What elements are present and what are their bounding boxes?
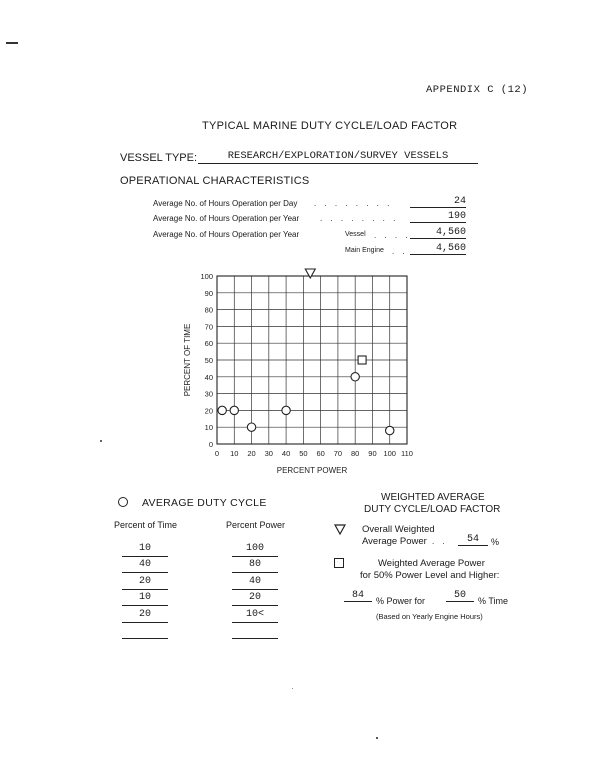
x-tick-label: 50 <box>299 449 308 458</box>
duty-cycle-chart <box>170 268 430 483</box>
percent-power-value: 100 <box>245 543 264 554</box>
weighted-heading-2: DUTY CYCLE/LOAD FACTOR <box>364 504 501 515</box>
time-value: 50 <box>446 590 474 602</box>
basis-note: (Based on Yearly Engine Hours) <box>376 612 483 621</box>
vessel-type-value: RESEARCH/EXPLORATION/SURVEY VESSELS <box>198 150 478 164</box>
duty-cycle-point <box>230 406 238 414</box>
op-row2-dots: . . . . . . . . <box>320 214 399 223</box>
appendix-label: APPENDIX C (12) <box>426 84 529 96</box>
op-row4-sub: Main Engine <box>345 247 384 254</box>
percent-power-value: 40 <box>248 575 261 587</box>
op-row3-sub: Vessel <box>345 231 366 238</box>
op-row1-dots: . . . . . . . . <box>314 199 393 208</box>
col1-header: Percent of Time <box>114 520 178 530</box>
op-row1-label: Average No. of Hours Operation per Day <box>153 199 298 208</box>
percent-time-value-underline <box>122 556 168 557</box>
y-axis-label: PERCENT OF TIME <box>183 323 192 397</box>
percent-time-value: 20 <box>138 575 151 587</box>
page-title: TYPICAL MARINE DUTY CYCLE/LOAD FACTOR <box>202 120 458 132</box>
percent-power-value-underline <box>232 622 278 623</box>
duty-cycle-point <box>218 406 226 414</box>
y-tick-label: 80 <box>204 305 213 315</box>
square-line-1: Weighted Average Power <box>378 558 485 569</box>
op-row3-dots: . . . . <box>374 231 411 240</box>
x-tick-label: 80 <box>351 449 360 458</box>
percent-power-value-blank-line <box>232 638 278 639</box>
op-row2-value: 190 <box>410 211 466 223</box>
y-tick-label: 30 <box>204 389 213 399</box>
percent-time-value-blank-line <box>122 638 168 639</box>
y-tick-label: 0 <box>208 440 213 449</box>
percent-time-value-underline <box>122 605 168 606</box>
weighted-square-icon <box>334 558 344 568</box>
percent-time-value-underline <box>122 622 168 623</box>
scan-speck <box>100 440 102 442</box>
overall-triangle-icon <box>334 524 346 535</box>
duty-cycle-point <box>351 373 359 381</box>
y-tick-label: 40 <box>204 372 213 382</box>
avg-duty-label: AVERAGE DUTY CYCLE <box>142 497 267 509</box>
percent-power-value-underline <box>232 605 278 606</box>
col2-header: Percent Power <box>226 520 286 530</box>
percent-time-value: 20 <box>138 608 151 620</box>
y-tick-label: 100 <box>200 272 213 281</box>
x-tick-label: 90 <box>368 449 377 458</box>
op-row3-label: Average No. of Hours Operation per Year <box>153 230 300 239</box>
scan-speck <box>292 688 293 689</box>
x-tick-label: 0 <box>214 449 220 458</box>
scan-speck <box>376 737 378 739</box>
overall-line-1: Overall Weighted <box>362 524 435 535</box>
x-tick-label: 20 <box>247 449 256 458</box>
x-tick-label: 10 <box>230 449 239 458</box>
overall-weighted-marker <box>305 269 315 278</box>
vessel-type-label: VESSEL TYPE: <box>120 152 198 164</box>
percent-power-value: 20 <box>248 592 261 604</box>
time-text: % Time <box>478 596 509 606</box>
percent-time-value-underline <box>122 572 168 573</box>
op-row2-label: Average No. of Hours Operation per Year <box>153 214 300 223</box>
percent-time-value: 10 <box>138 543 151 554</box>
x-axis-label: PERCENT POWER <box>276 466 348 475</box>
x-tick-label: 100 <box>383 449 396 458</box>
percent-time-value-underline <box>122 589 168 590</box>
percent-power-value-underline <box>232 556 278 557</box>
weighted-50-marker <box>358 356 366 364</box>
y-tick-label: 60 <box>204 339 213 349</box>
x-tick-label: 70 <box>333 449 343 458</box>
y-tick-label: 10 <box>204 423 213 433</box>
percent-time-value: 40 <box>138 559 151 571</box>
avg-duty-circle-icon <box>118 497 128 507</box>
y-tick-label: 20 <box>204 406 213 416</box>
x-tick-label: 30 <box>264 449 273 458</box>
percent-time-value: 10 <box>138 592 151 604</box>
op-row4-value: 4,560 <box>410 243 466 255</box>
overall-line-2: Average Power <box>362 536 427 547</box>
overall-pct: % <box>491 537 500 547</box>
y-tick-label: 50 <box>204 356 213 365</box>
power-value: 84 <box>344 590 372 602</box>
percent-power-value: 80 <box>248 559 261 571</box>
square-line-2: for 50% Power Level and Higher: <box>360 570 500 581</box>
x-tick-label: 110 <box>401 449 413 458</box>
duty-cycle-point <box>386 426 394 434</box>
overall-dots: . . <box>432 537 448 546</box>
x-tick-label: 60 <box>316 449 325 458</box>
x-tick-label: 40 <box>281 449 291 458</box>
duty-cycle-point <box>247 423 255 431</box>
scan-mark <box>6 42 18 44</box>
duty-cycle-point <box>282 406 290 414</box>
weighted-heading-1: WEIGHTED AVERAGE <box>381 492 485 503</box>
op-row4-dots: . . <box>392 247 408 256</box>
power-for-text: % Power for <box>376 596 426 606</box>
percent-power-value-underline <box>232 589 278 590</box>
y-tick-label: 90 <box>204 288 213 298</box>
percent-power-value-underline <box>232 572 278 573</box>
operational-heading: OPERATIONAL CHARACTERISTICS <box>120 175 310 187</box>
op-row1-value: 24 <box>410 196 466 208</box>
percent-power-value: 10< <box>245 608 264 620</box>
y-tick-label: 70 <box>204 322 213 332</box>
op-row3-value: 4,560 <box>410 227 466 239</box>
overall-value: 54 <box>458 534 488 546</box>
